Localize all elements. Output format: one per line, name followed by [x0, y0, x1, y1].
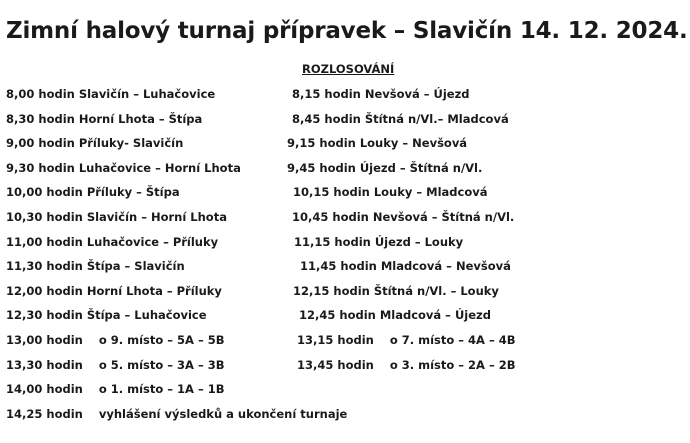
schedule-row: [0, 282, 690, 307]
match-right: 8,45 hodin Štítná n/Vl.– Mladcová: [292, 111, 509, 126]
schedule-row: [0, 110, 690, 135]
match-right: 8,15 hodin Nevšová – Újezd: [292, 87, 470, 101]
match-left: 10,30 hodin Slavičín – Horní Lhota: [6, 209, 227, 224]
schedule-row: [0, 380, 690, 405]
match-left: 12,30 hodin Štípa – Luhačovice: [6, 308, 207, 323]
match-left: 13,30 hodin o 5. místo – 3A – 3B: [6, 357, 225, 372]
schedule-row: [0, 257, 690, 282]
match-right: 11,45 hodin Mladcová – Nevšová: [300, 259, 511, 274]
schedule-row: [0, 85, 690, 110]
schedule-heading: ROZLOSOVÁNÍ: [302, 62, 395, 76]
schedule-row: [0, 159, 690, 184]
schedule-row: [0, 405, 690, 430]
match-right: 12,45 hodin Mladcová – Újezd: [299, 308, 491, 323]
schedule-row: [0, 306, 690, 331]
match-left: 10,00 hodin Příluky – Štípa: [6, 185, 180, 200]
page-title: Zimní halový turnaj přípravek – Slavičín 14. 12. 2024.: [6, 18, 688, 44]
match-right: 10,15 hodin Louky – Mladcová: [293, 185, 488, 200]
match-right: 9,15 hodin Louky – Nevšová: [287, 136, 468, 151]
match-left: 9,30 hodin Luhačovice – Horní Lhota: [6, 160, 241, 175]
match-left: 8,30 hodin Horní Lhota – Štípa: [6, 111, 203, 126]
match-left: 8,00 hodin Slavičín – Luhačovice: [6, 87, 216, 101]
match-left: 14,25 hodin vyhlášení výsledků a ukončení turnaje: [6, 406, 348, 421]
match-left: 13,00 hodin o 9. místo – 5A – 5B: [6, 332, 225, 347]
match-right: 13,45 hodin o 3. místo – 2A – 2B: [297, 357, 516, 372]
match-left: 11,00 hodin Luhačovice – Příluky: [6, 234, 219, 249]
match-left: 9,00 hodin Příluky- Slavičín: [6, 136, 184, 151]
schedule-row: [0, 134, 690, 159]
schedule-row: [0, 233, 690, 258]
match-left: 11,30 hodin Štípa – Slavičín: [6, 259, 185, 274]
schedule-row: [0, 331, 690, 356]
schedule-list: [0, 85, 690, 429]
schedule-row: [0, 183, 690, 208]
match-right: 12,15 hodin Štítná n/Vl. – Louky: [293, 283, 499, 298]
schedule-row: [0, 208, 690, 233]
match-right: 9,45 hodin Újezd – Štítná n/Vl.: [287, 160, 483, 175]
match-right: 10,45 hodin Nevšová – Štítná n/Vl.: [292, 209, 515, 224]
match-left: 12,00 hodin Horní Lhota – Příluky: [6, 283, 222, 298]
match-right: 11,15 hodin Újezd – Louky: [294, 234, 464, 249]
schedule-row: [0, 356, 690, 381]
match-right: 13,15 hodin o 7. místo – 4A – 4B: [297, 332, 516, 347]
match-left: 14,00 hodin o 1. místo – 1A – 1B: [6, 382, 225, 397]
